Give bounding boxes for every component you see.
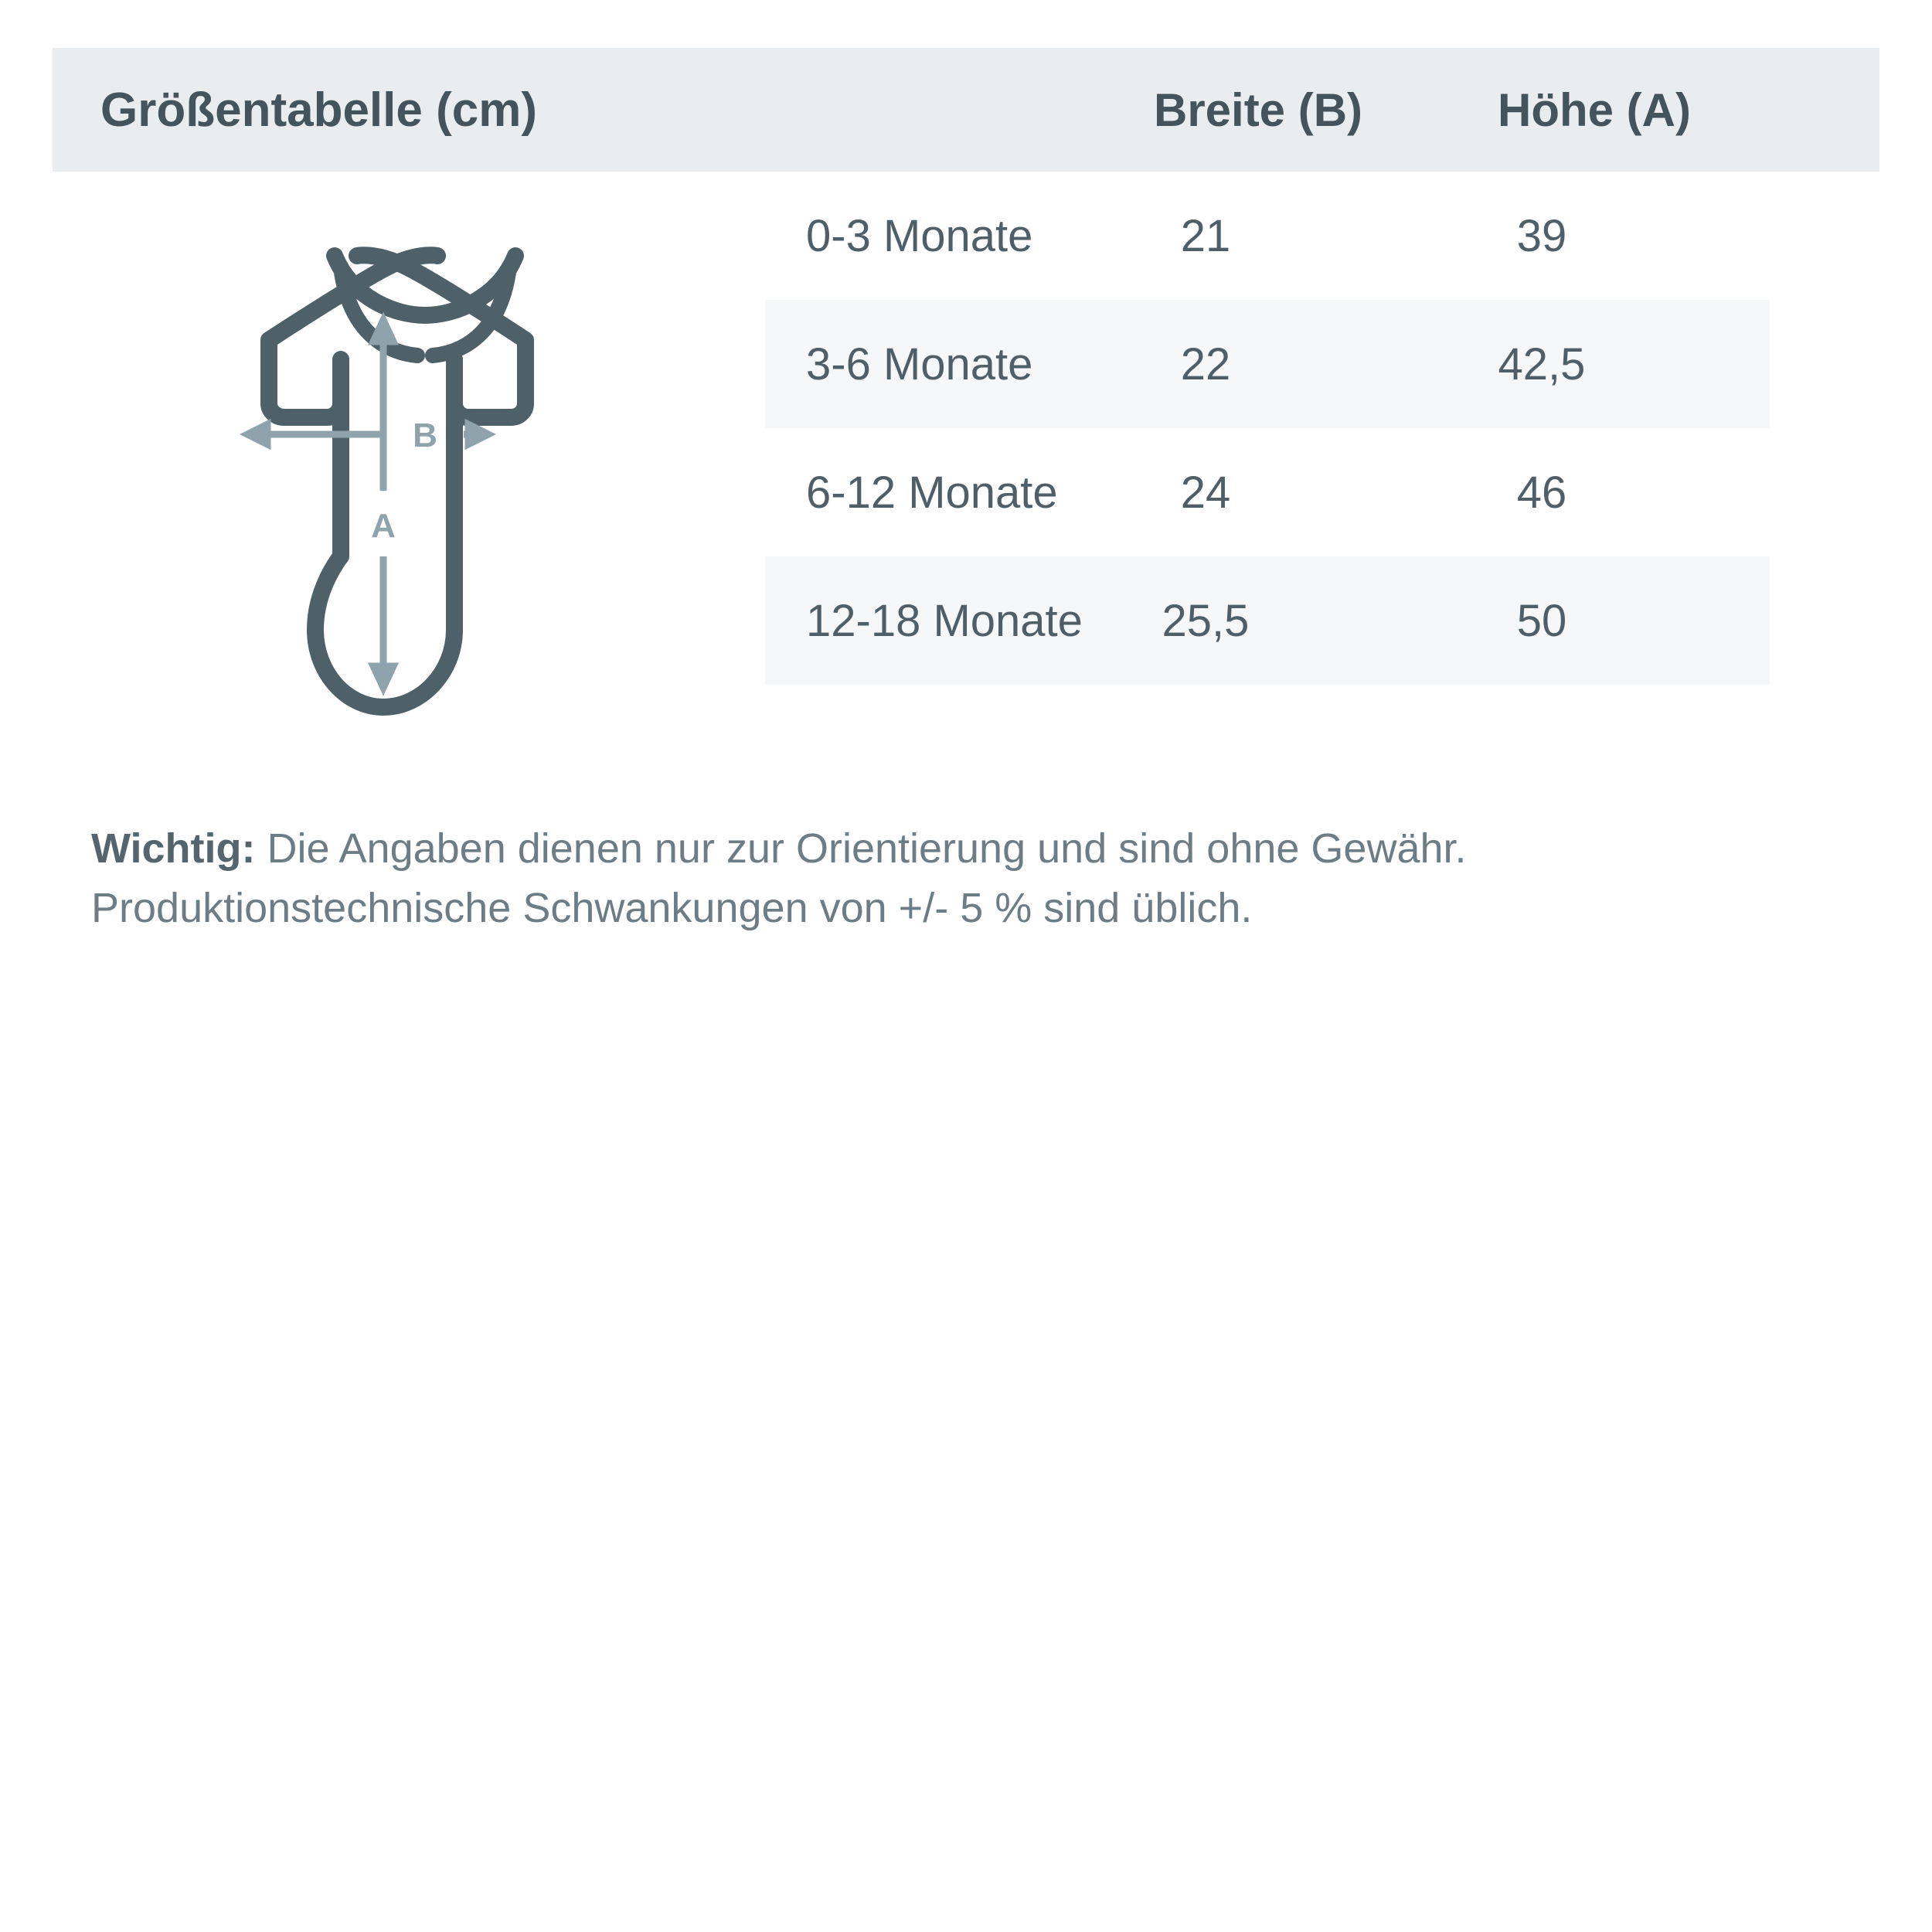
table-row <box>765 172 1770 300</box>
column-header-height: Höhe (A) <box>1498 83 1691 136</box>
cell-width: 24 <box>1180 467 1231 518</box>
disclaimer-lead: Wichtig: <box>91 825 256 872</box>
bodysuit-outline <box>269 255 526 707</box>
cell-size: 0-3 Monate <box>806 210 1033 261</box>
disclaimer-text: Die Angaben dienen nur zur Orientierung und sind ohne Gewähr. Produktionstechnische Schwankungen von +/- 5 % sind üblich. <box>91 825 1467 931</box>
cell-size: 6-12 Monate <box>806 467 1058 518</box>
cell-size: 3-6 Monate <box>806 338 1033 389</box>
height-label: A <box>371 507 396 545</box>
disclaimer-note <box>91 819 1869 937</box>
cell-size: 12-18 Monate <box>806 595 1083 646</box>
table-header <box>53 48 1879 172</box>
cell-width: 22 <box>1180 338 1231 389</box>
cell-width: 25,5 <box>1162 595 1250 646</box>
table-row <box>765 556 1770 685</box>
column-header-width: Breite (B) <box>1153 83 1363 136</box>
height-arrow <box>373 320 393 688</box>
page-title: Größentabelle (cm) <box>100 83 537 137</box>
cell-height: 39 <box>1516 210 1567 261</box>
cell-width: 21 <box>1180 210 1231 261</box>
size-table <box>765 172 1770 685</box>
cell-height: 46 <box>1516 467 1567 518</box>
bodysuit-diagram <box>139 224 680 781</box>
cell-height: 42,5 <box>1498 338 1586 389</box>
width-label: B <box>413 417 437 454</box>
table-row <box>765 428 1770 556</box>
cell-height: 50 <box>1516 595 1567 646</box>
table-row <box>765 300 1770 428</box>
